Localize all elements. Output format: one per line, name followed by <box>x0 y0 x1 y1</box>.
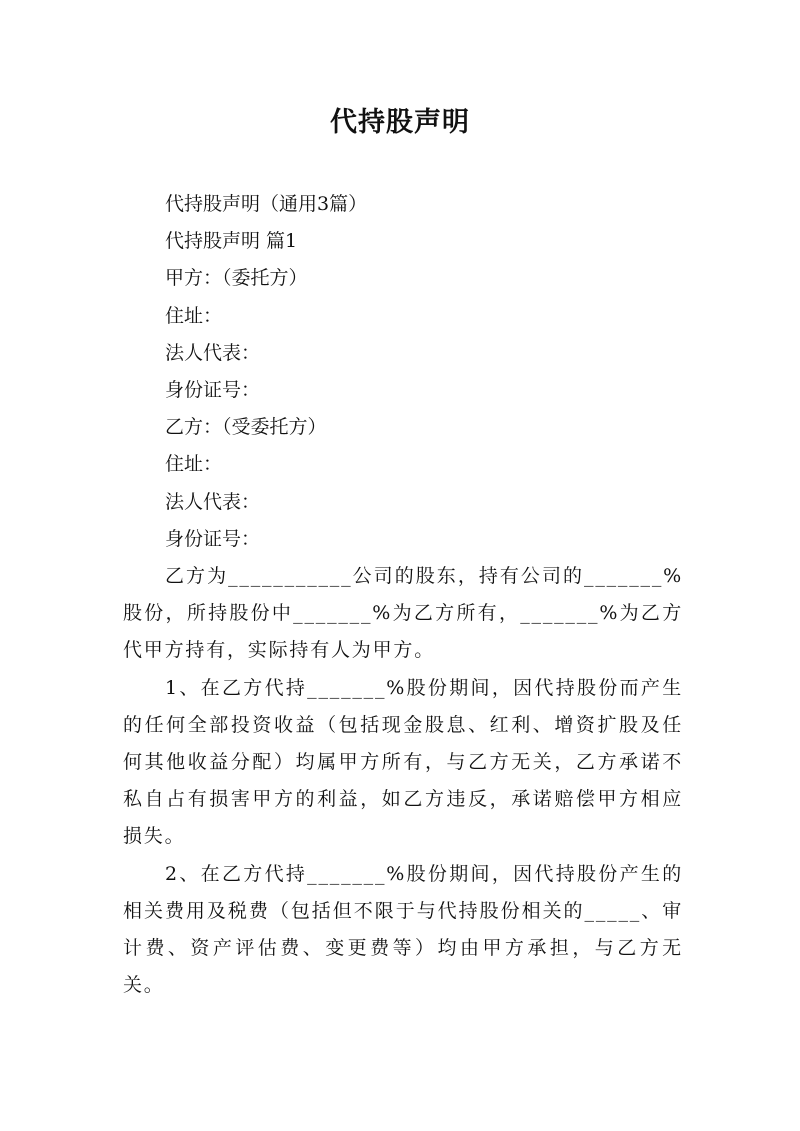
party-a-address: 住址： <box>165 304 223 327</box>
doc-line-subheading: 代持股声明 篇1 <box>165 230 298 253</box>
party-b-label: 乙方：（受委托方） <box>165 416 327 439</box>
paragraph-clause-2: 2、在乙方代持_______%股份期间，因代持股份产生的相关费用及税费（包括但不限于与代持股份相关的_____、审计费、资产评估费、变更费等）均由甲方承担，与乙方无关。 <box>123 862 683 997</box>
doc-line-heading: 代持股声明（通用3篇） <box>165 193 368 215</box>
party-b-legal-rep: 法人代表： <box>165 490 261 513</box>
paragraph-clause-1: 1、在乙方代持_______%股份期间，因代持股份而产生的任何全部投资收益（包括现金股息、红利、增资扩股及任何其他收益分配）均属甲方所有，与乙方无关，乙方承诺不私自占有损害甲方的利益，如乙方违反，承诺赔偿甲方相应损失。 <box>123 676 683 848</box>
party-a-label: 甲方：（委托方） <box>165 267 308 290</box>
paragraph-shareholding: 乙方为___________公司的股东，持有公司的_______%股份，所持股份中_______%为乙方所有，_______%为乙方代甲方持有，实际持有人为甲方。 <box>123 565 683 662</box>
document-title: 代持股声明 <box>330 107 470 138</box>
party-a-id-number: 身份证号： <box>165 379 261 402</box>
party-a-legal-rep: 法人代表： <box>165 341 261 364</box>
party-b-id-number: 身份证号： <box>165 527 261 550</box>
party-b-address: 住址： <box>165 453 223 476</box>
document-body <box>123 186 683 1004</box>
